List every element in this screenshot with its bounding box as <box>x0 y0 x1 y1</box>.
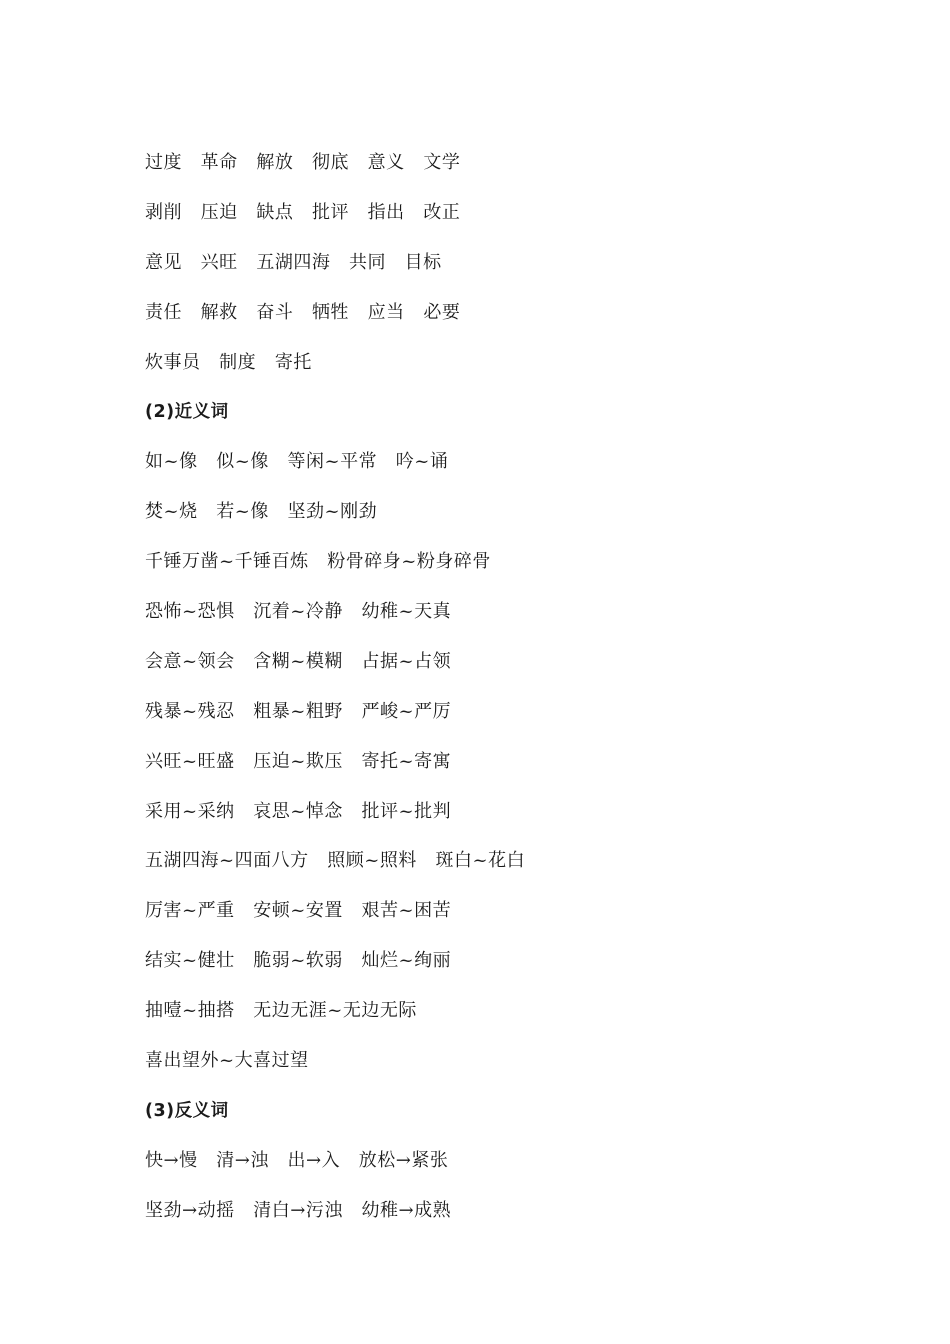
synonym-line: 结实~健壮 脆弱~软弱 灿烂~绚丽 <box>145 950 452 972</box>
word-line: 过度 革命 解放 彻底 意义 文学 <box>145 152 461 173</box>
section-heading-antonyms: (3)反义词 <box>145 1100 229 1121</box>
antonym-line: 快→慢 清→浊 出→入 放松→紧张 <box>145 1149 449 1171</box>
synonym-line: 恐怖~恐惧 沉着~冷静 幼稚~天真 <box>145 601 452 623</box>
synonym-line: 五湖四海~四面八方 照顾~照料 斑白~花白 <box>145 850 526 872</box>
word-line: 责任 解救 奋斗 牺牲 应当 必要 <box>145 301 461 323</box>
word-line: 炊事员 制度 寄托 <box>145 351 312 373</box>
synonym-line: 如~像 似~像 等闲~平常 吟~诵 <box>145 451 449 473</box>
synonym-line: 千锤万凿~千锤百炼 粉骨碎身~粉身碎骨 <box>145 551 491 573</box>
synonym-line: 残暴~残忍 粗暴~粗野 严峻~严厉 <box>145 700 452 722</box>
section-heading-synonyms: (2)近义词 <box>145 402 229 423</box>
synonym-line: 兴旺~旺盛 压迫~欺压 寄托~寄寓 <box>145 750 452 772</box>
antonym-line: 坚劲→动摇 清白→污浊 幼稚→成熟 <box>145 1199 452 1221</box>
synonym-line: 厉害~严重 安顿~安置 艰苦~困苦 <box>145 900 452 922</box>
word-line: 意见 兴旺 五湖四海 共同 目标 <box>145 251 442 273</box>
synonym-line: 会意~领会 含糊~模糊 占据~占领 <box>145 650 452 672</box>
word-line: 剥削 压迫 缺点 批评 指出 改正 <box>145 201 461 223</box>
vocabulary-list <box>145 143 905 1241</box>
synonym-line: 喜出望外~大喜过望 <box>145 1050 309 1072</box>
synonym-line: 焚~烧 若~像 坚劲~刚劲 <box>145 501 378 523</box>
synonym-line: 采用~采纳 哀思~悼念 批评~批判 <box>145 800 452 822</box>
synonym-line: 抽噎~抽搭 无边无涯~无边无际 <box>145 1000 417 1022</box>
